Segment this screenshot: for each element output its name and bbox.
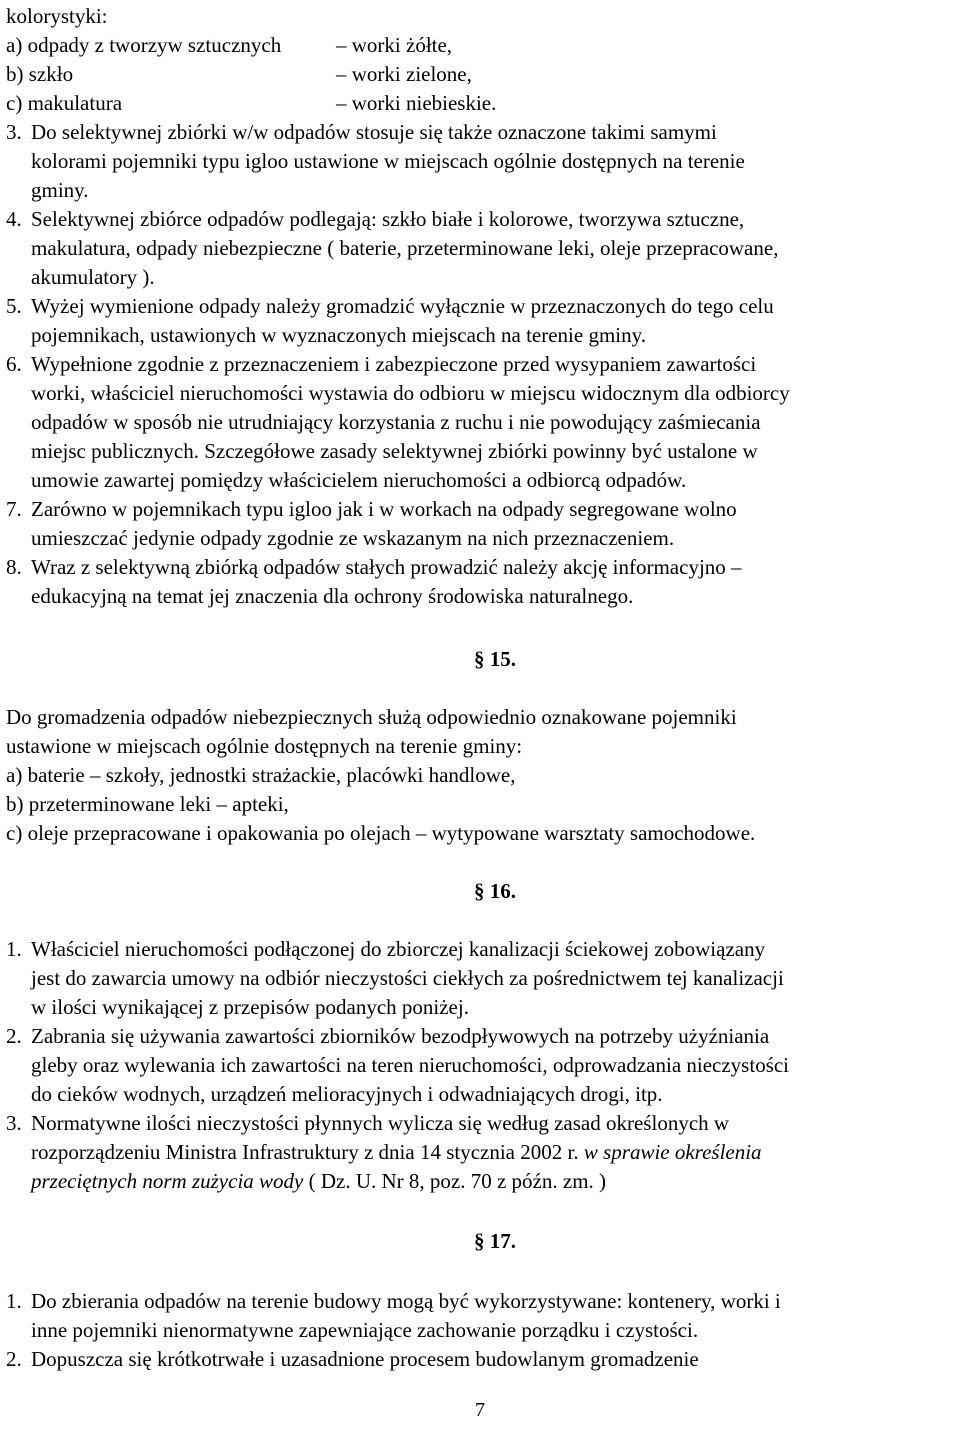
list-item: 8. Wraz z selektywną zbiórką odpadów stałych prowadzić należy akcję informacyjno – edukacyjną na temat jej znaczenia dla ochrony środowiska naturalnego. — [6, 555, 742, 608]
intro-line: kolorystyki: — [6, 4, 108, 28]
numbered-list — [6, 118, 956, 611]
section-heading: § 16. — [474, 879, 516, 903]
list-item: 2. Dopuszcza się krótkotrwałe i uzasadnione procesem budowlanym gromadzenie — [6, 1347, 699, 1371]
section-16-body — [6, 935, 956, 1196]
color-row: c) makulatura – worki niebieskie. — [6, 91, 497, 115]
list-item: 1. Właściciel nieruchomości podłączonej do zbiorczej kanalizacji ściekowej zobowiązany jest do zawarcia umowy na odbiór nieczystości ciekłych za pośrednictwem tej kanalizacji w ilości wynikającej z przepisów podanych poniżej. — [6, 937, 784, 1019]
page-number: 7 — [475, 1399, 485, 1421]
list-item: 3. Do selektywnej zbiórki w/w odpadów stosuje się także oznaczone takimi samymi kolorami pojemniki typu igloo ustawione w miejscach ogólnie dostępnych na terenie gminy. — [6, 120, 745, 202]
section-17-body — [6, 1287, 956, 1374]
list-item: 4. Selektywnej zbiórce odpadów podlegają: szkło białe i kolorowe, tworzywa sztuczne, makulatura, odpady niebezpieczne ( baterie, przeterminowane leki, oleje przepracowane, akumulatory ). — [6, 207, 779, 289]
section-heading: § 17. — [474, 1229, 516, 1253]
color-list — [6, 2, 956, 118]
list-item: 5. Wyżej wymienione odpady należy gromadzić wyłącznie w przeznaczonych do tego celu pojemnikach, ustawionych w wyznaczonych miejscach na terenie gminy. — [6, 294, 774, 347]
color-row: a) odpady z tworzyw sztucznych – worki żółte, — [6, 33, 453, 57]
list-item: 3. Normatywne ilości nieczystości płynnych wylicza się według zasad określonych w rozporządzeniu Ministra Infrastruktury z dnia 14 stycznia 2002 r. w sprawie określenia przeciętnych norm zużycia wody ( Dz. U. Nr 8, poz. 70 z późn. zm. ) — [6, 1111, 762, 1193]
list-item: 2. Zabrania się używania zawartości zbiorników bezodpływowych na potrzeby użyźniania gleby oraz wylewania ich zawartości na teren nieruchomości, odprowadzania nieczystości do cieków wodnych, urządzeń melioracyjnych i odwadniających drogi, itp. — [6, 1024, 790, 1106]
list-item: 6. Wypełnione zgodnie z przeznaczeniem i zabezpieczone przed wysypaniem zawartości worki, właściciel nieruchomości wystawia do odbioru w miejscu widocznym dla odbiorcy odpadów w sposób nie utrudniający korzystania z ruchu i nie powodujący zaśmiecania miejsc publicznych. Szczegółowe zasady selektywnej zbiórki powinny być ustalone w umowie zawartej pomiędzy właścicielem nieruchomości a odbiorcą odpadów. — [6, 352, 790, 492]
section-heading: § 15. — [474, 647, 516, 671]
section-15-body: Do gromadzenia odpadów niebezpiecznych służą odpowiednio oznakowane pojemniki ustawione w miejscach ogólnie dostępnych na terenie gminy: a) baterie – szkoły, jednostki strażackie, placówki handlowe, b) przeterminowane leki – apteki, c) oleje przepracowane i opakowania po olejach – wytypowane warsztaty samochodowe. — [6, 705, 756, 845]
list-item: 1. Do zbierania odpadów na terenie budowy mogą być wykorzystywane: kontenery, worki i inne pojemniki nienormatywne zapewniające zachowanie porządku i czystości. — [6, 1289, 781, 1342]
color-row: b) szkło – worki zielone, — [6, 62, 472, 86]
list-item: 7. Zarówno w pojemnikach typu igloo jak i w workach na odpady segregowane wolno umieszczać jedynie odpady zgodnie ze wskazanym na nich przeznaczeniem. — [6, 497, 737, 550]
